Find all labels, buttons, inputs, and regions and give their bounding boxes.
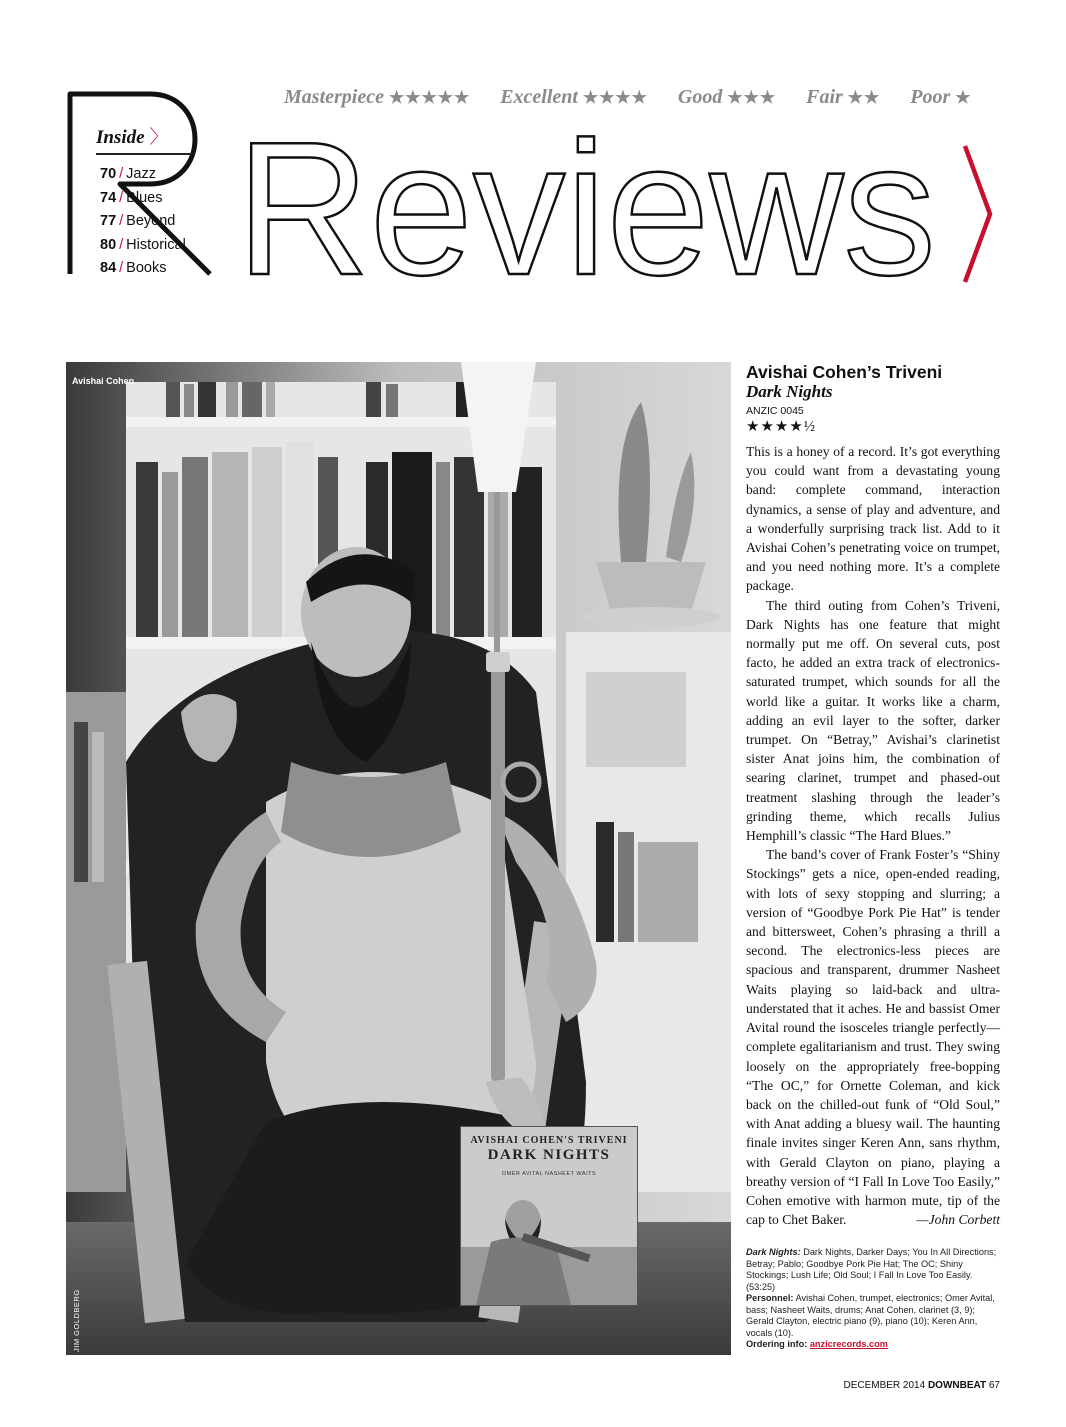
masthead-text: Reviews: [236, 103, 936, 294]
chevron-right-icon: [965, 146, 990, 282]
star-icons: ★★★: [727, 88, 777, 107]
inside-item[interactable]: 84 / Books: [100, 260, 167, 276]
review-record-label: ANZIC 0045: [746, 405, 804, 417]
inside-item[interactable]: 70 / Jazz: [100, 166, 156, 182]
rating-key-item: Good ★★★: [677, 86, 777, 108]
magazine-brand: DOWNBEAT: [927, 1380, 987, 1391]
review-paragraph: This is a honey of a record. It’s got everything you could want from a devastating young band: complete command, interaction dynamics, a sense of play and adventure, and a wonderfully surprising track list. Add to it Avishai Cohen’s penetrating voice on trumpet, and you need nothing more. It’s a complete package.: [746, 444, 1000, 594]
inside-item[interactable]: 80 / Historical: [100, 236, 186, 253]
inside-index: [96, 122, 196, 281]
star-icons: ★★★★★: [388, 88, 471, 107]
ordering-info: Ordering info: anzicrecords.com: [746, 1339, 888, 1349]
inside-title: Inside 〉: [96, 122, 192, 155]
photo-credit: JIM GOLDBERG: [72, 1289, 81, 1352]
star-icons: ★★: [847, 88, 881, 107]
rating-key-item: Fair ★★: [806, 86, 881, 108]
review-rating-stars: ★★★★½: [746, 419, 817, 435]
inside-item[interactable]: 74 / Blues: [100, 189, 163, 206]
review-paragraph: The band’s cover of Frank Foster’s “Shiny Stockings” gets a nice, open-ended reading, with lots of sexy stopping and slurring; a version of “Goodbye Pork Pie Hat” is tender and bittersweet, Cohen’s phrasing a thrill a second. The electronics-less pieces are spacious and transparent, drummer Nasheet Waits playing so laid-back and ultra-understated that it aches. He and bassist Omer Avital round the isosceles triangle perfectly—complete egalitarianism and trust. They swing loosely on the appropriately free-bopping “The OC,” for Ornette Coleman, and kick back on the chilled-out funk of “Old Soul,” with Anat adding a bluesy wail. The haunting finale invites singer Keren Ann, sans rhythm, with Gerald Clayton on piano, playing a breathy version of “I Fall In Love Too Easily,” Cohen emotive with harmon mute, tip of the cap to Chet Baker. —John Corbett: [746, 845, 1000, 1229]
star-icons: ★★★★: [582, 88, 648, 107]
review-artist: Avishai Cohen’s Triveni: [746, 362, 943, 382]
rating-key-item: Masterpiece ★★★★★: [284, 86, 471, 108]
album-title: DARK NIGHTS: [487, 1147, 611, 1163]
review-signature: —John Corbett: [916, 1212, 1000, 1228]
page-number: 67: [988, 1380, 1000, 1391]
rating-key-item: Excellent ★★★★: [500, 86, 648, 108]
photo-caption: Avishai Cohen: [72, 376, 135, 386]
masthead-logo: [60, 74, 1000, 294]
issue-date: DECEMBER 2014: [843, 1380, 926, 1391]
ordering-link[interactable]: anzicrecords.com: [809, 1339, 888, 1349]
chevron-right-icon: 〉: [149, 127, 169, 148]
personnel: Personnel: Avishai Cohen, trumpet, electronics; Omer Avital, bass; Nasheet Waits, drums; Anat Cohen, clarinet (3, 9); Gerald Clayton, electric piano (9), piano (10); Keren Ann, vocals (10).: [746, 1293, 995, 1338]
review-paragraph: The third outing from Cohen’s Triveni, Dark Nights has one feature that might normally put me off. On several cuts, post facto, he added an extra track of electronics-saturated trumpet, which sounds for all the world like a guitar. It works like a charm, adding an evil layer to the softer, darker trumpet. On “Betray,” Avishai’s clarinetist sister Anat joins him, the combination of searing clarinet, trumpet and phased-out treatment slashing through the leader’s grinding theme, which recalls Julius Hemphill’s classic “The Hard Blues.”: [746, 597, 1000, 844]
album-cover: [460, 1126, 638, 1306]
tracklist: Dark Nights: Dark Nights, Darker Days; You In All Directions; Betray; Pablo; Goodbye Pork Pie Hat; The OC; Shiny Stockings; Lush Life; Old Soul; I Fall In Love Too Easily. (53:25): [746, 1247, 997, 1292]
review-album-title: Dark Nights: [746, 382, 833, 401]
album-credits: [746, 1247, 1000, 1351]
album-artist: AVISHAI COHEN'S TRIVENI: [470, 1135, 628, 1146]
inside-list: [100, 163, 196, 281]
inside-item[interactable]: 77 / Beyond: [100, 213, 176, 229]
review-column: [746, 362, 1000, 1229]
rating-key-item: Poor ★: [910, 86, 972, 108]
star-icons: ★: [955, 88, 972, 107]
review-body: [746, 442, 1000, 1229]
page-folio: [843, 1380, 1000, 1391]
album-featuring: OMER AVITAL NASHEET WAITS: [501, 1171, 597, 1177]
